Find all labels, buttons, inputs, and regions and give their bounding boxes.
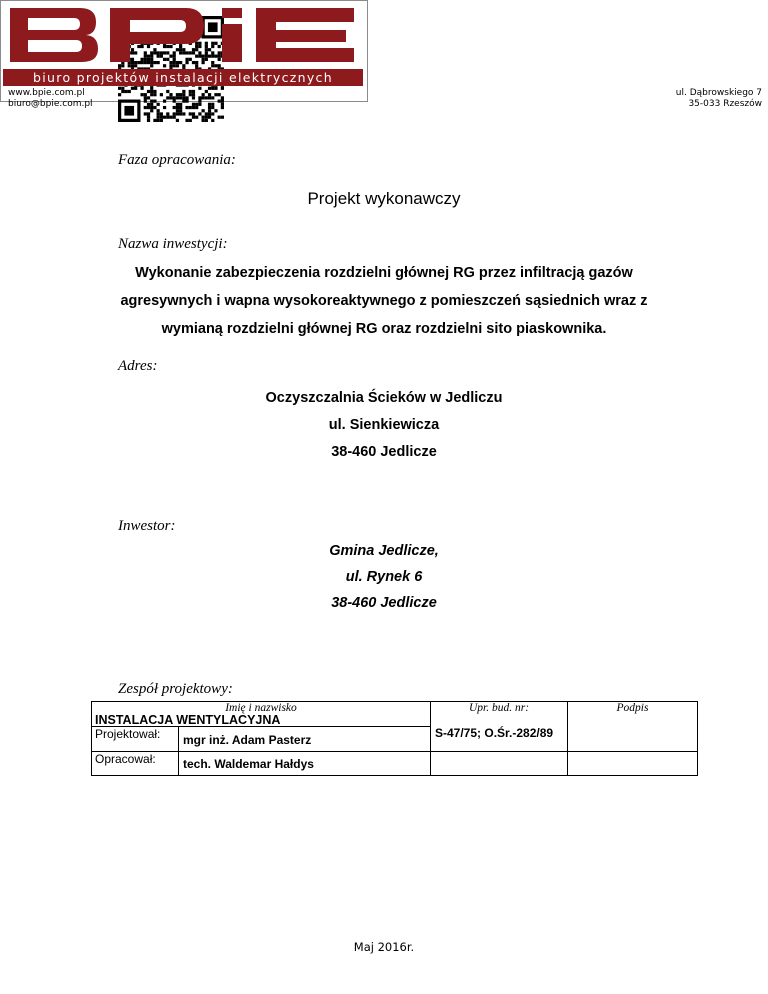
license-cell-1: S-47/75; O.Śr.-282/89 — [431, 714, 568, 752]
logo-tagline: biuro projektów instalacji elektrycznych — [3, 69, 363, 86]
investment-line-1: Wykonanie zabezpieczenia rozdzielni głównej RG przez infiltracją gazów — [135, 265, 633, 281]
investor-line-2: ul. Rynek 6 — [345, 569, 423, 585]
team-table — [91, 701, 698, 776]
role-cell-2: Opracował: — [92, 752, 179, 776]
license-cell-2 — [431, 752, 568, 776]
address-line-3: 38-460 Jedlicze — [331, 444, 437, 460]
signature-cell-2 — [568, 752, 698, 776]
phase-label: Faza opracowania: — [118, 152, 236, 168]
logo-website: www.bpie.com.pl — [8, 88, 85, 98]
investment-line-3: wymianą rozdzielni głównej RG oraz rozdzielni sito piaskownika. — [161, 321, 607, 337]
address-line-2: ul. Sienkiewicza — [328, 417, 440, 433]
team-label: Zespół projektowy: — [118, 681, 233, 697]
logo-city: 35-033 Rzeszów — [688, 99, 762, 109]
investor-line-1: Gmina Jedlicze, — [329, 543, 439, 559]
logo-email: biuro@bpie.com.pl — [8, 99, 93, 109]
name-cell-2: tech. Waldemar Hałdys — [179, 752, 431, 776]
name-cell-1: mgr inż. Adam Pasterz — [179, 727, 431, 752]
investor-label: Inwestor: — [118, 518, 176, 534]
footer-date: Maj 2016r. — [353, 940, 415, 954]
signature-cell-1 — [568, 714, 698, 752]
role-cell-1: Projektował: — [92, 727, 179, 752]
column-header-name: Imię i nazwisko — [92, 702, 431, 715]
address-line-1: Oczyszczalnia Ścieków w Jedliczu — [265, 390, 503, 406]
phase-value: Projekt wykonawczy — [307, 189, 461, 208]
logo-letters-graphic — [6, 4, 362, 66]
investor-line-3: 38-460 Jedlicze — [331, 595, 437, 611]
investment-line-2: agresywnych i wapna wysokoreaktywnego z pomieszczeń sąsiednich wraz z — [120, 293, 648, 309]
logo-street: ul. Dąbrowskiego 7 — [675, 88, 762, 98]
section-title: INSTALACJA WENTYLACYJNA — [92, 714, 431, 727]
column-header-license: Upr. bud. nr: — [431, 702, 568, 715]
column-header-signature: Podpis — [568, 702, 698, 715]
address-label: Adres: — [118, 358, 158, 374]
investment-label: Nazwa inwestycji: — [118, 236, 228, 252]
